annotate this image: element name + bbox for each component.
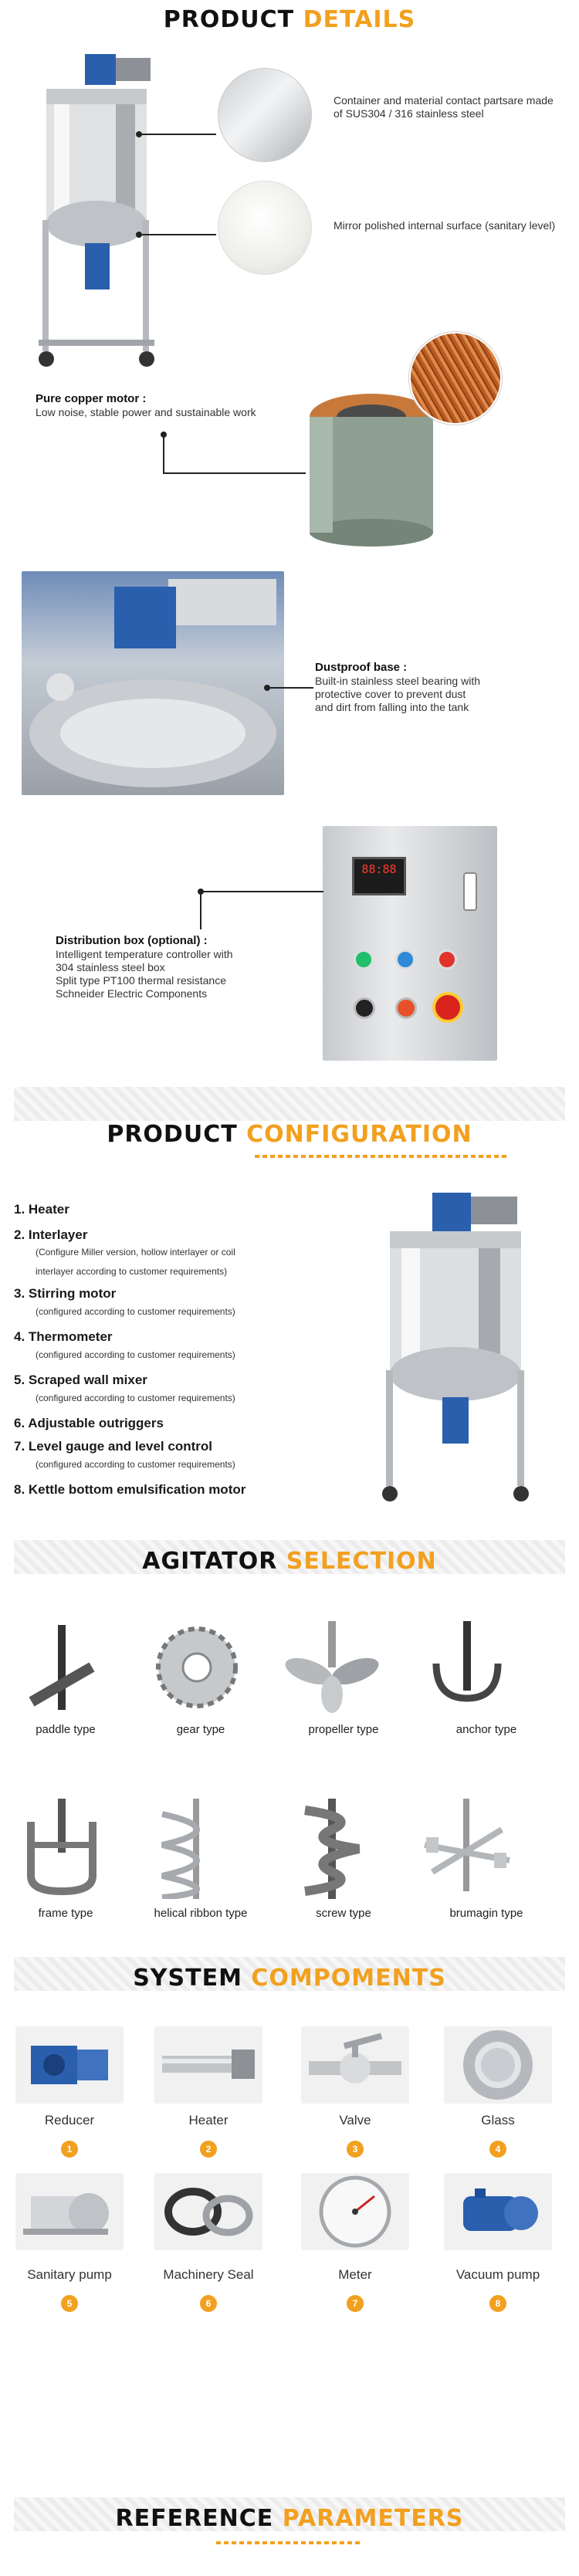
valve-image xyxy=(301,2026,409,2104)
reference-heading-dark: REFERENCE xyxy=(115,2505,274,2532)
config-sub-scraped-wall-mixer: (configured according to customer requirements) xyxy=(36,1393,235,1403)
agitator-label-brumagin: brumagin type xyxy=(449,1907,523,1920)
agitator-heading xyxy=(0,1548,579,1575)
temperature-controller xyxy=(352,857,406,895)
config-item-heater: 1. Heater xyxy=(14,1202,69,1217)
component-label-valve: Valve xyxy=(339,2113,371,2127)
component-label-reducer: Reducer xyxy=(44,2113,95,2127)
callout-line xyxy=(163,472,306,474)
emergency-stop-button-icon xyxy=(432,992,463,1023)
screw-agitator-image xyxy=(282,1799,382,1899)
config-item-scraped-wall-mixer: 5. Scraped wall mixer xyxy=(14,1373,147,1387)
base-caption-line-2: protective cover to prevent dust xyxy=(315,688,466,700)
config-sub-stirring-motor: (configured according to customer requirements) xyxy=(36,1306,235,1317)
copper-wire-closeup-image xyxy=(409,332,502,425)
configuration-heading xyxy=(0,1121,579,1148)
distribution-box-image xyxy=(323,826,497,1061)
box-caption-line-3: Split type PT100 thermal resistance xyxy=(56,974,226,987)
agitator-label-helical-ribbon: helical ribbon type xyxy=(154,1907,248,1920)
blue-indicator-light xyxy=(395,949,415,970)
config-sub-interlayer-2: interlayer according to customer requirements) xyxy=(36,1266,228,1277)
callout-line xyxy=(200,891,323,892)
red-indicator-light xyxy=(437,949,457,970)
component-number-8: 8 xyxy=(489,2295,506,2312)
sight-glass-image xyxy=(444,2026,552,2104)
reference-heading xyxy=(0,2505,579,2532)
propeller-agitator-image xyxy=(282,1621,382,1714)
component-number-6: 6 xyxy=(200,2295,217,2312)
components-heading xyxy=(0,1965,579,1992)
box-caption-line-1: Intelligent temperature controller with xyxy=(56,948,233,960)
config-sub-level-gauge: (configured according to customer requirements) xyxy=(36,1459,235,1470)
agitator-label-gear: gear type xyxy=(176,1723,225,1736)
vacuum-pump-image xyxy=(444,2173,552,2250)
brumagin-agitator-image xyxy=(417,1799,517,1899)
component-number-3: 3 xyxy=(347,2141,364,2158)
sanitary-pump-image xyxy=(15,2173,124,2250)
component-number-5: 5 xyxy=(61,2295,78,2312)
motor-title: Pure copper motor : xyxy=(36,392,147,405)
helical-ribbon-agitator-image xyxy=(147,1799,247,1899)
component-label-sanitary-pump: Sanitary pump xyxy=(27,2267,112,2282)
config-item-outriggers: 6. Adjustable outriggers xyxy=(14,1416,164,1430)
configuration-heading-accent: CONFIGURATION xyxy=(246,1121,472,1148)
config-item-thermometer: 4. Thermometer xyxy=(14,1329,113,1344)
reference-heading-accent: PARAMETERS xyxy=(282,2505,464,2532)
component-label-machinery-seal: Machinery Seal xyxy=(163,2267,254,2282)
details-heading-accent: DETAILS xyxy=(303,6,416,33)
box-title: Distribution box (optional) : xyxy=(56,934,208,947)
component-number-2: 2 xyxy=(200,2141,217,2158)
component-label-heater: Heater xyxy=(188,2113,229,2127)
green-indicator-light xyxy=(354,949,374,970)
door-latch xyxy=(463,872,477,911)
agitator-label-anchor: anchor type xyxy=(455,1723,517,1736)
start-button-icon xyxy=(395,997,417,1019)
agitator-heading-dark: AGITATOR xyxy=(142,1548,278,1575)
frame-agitator-image xyxy=(12,1799,112,1899)
configuration-band xyxy=(14,1087,565,1121)
config-sub-thermometer: (configured according to customer requirements) xyxy=(36,1349,235,1360)
stainless-steel-sample-image xyxy=(218,68,312,162)
component-label-vacuum-pump: Vacuum pump xyxy=(455,2267,540,2282)
heater-image xyxy=(154,2026,262,2104)
agitator-heading-accent: SELECTION xyxy=(286,1548,437,1575)
base-title: Dustproof base : xyxy=(315,661,408,674)
component-number-1: 1 xyxy=(61,2141,78,2158)
callout-dot xyxy=(264,685,270,691)
config-item-interlayer: 2. Interlayer xyxy=(14,1227,88,1242)
controller-display: 88:88 xyxy=(361,862,397,876)
base-caption-line-1: Built-in stainless steel bearing with xyxy=(315,675,480,687)
component-label-meter: Meter xyxy=(338,2267,372,2282)
selector-switch xyxy=(354,997,375,1019)
agitator-label-paddle: paddle type xyxy=(36,1723,96,1736)
gear-agitator-image xyxy=(147,1621,247,1714)
components-heading-accent: COMPOMENTS xyxy=(251,1965,446,1992)
callout-line xyxy=(139,134,216,135)
config-sub-interlayer: (Configure Miller version, hollow interlayer or coil xyxy=(36,1247,235,1258)
reducer-image xyxy=(15,2026,124,2104)
agitator-label-screw: screw type xyxy=(316,1907,371,1920)
config-item-level-gauge: 7. Level gauge and level control xyxy=(14,1439,212,1454)
anchor-agitator-image xyxy=(417,1621,517,1714)
details-heading xyxy=(0,6,579,33)
motor-caption: Low noise, stable power and sustainable work xyxy=(36,406,256,418)
component-number-4: 4 xyxy=(489,2141,506,2158)
base-caption-line-3: and dirt from falling into the tank xyxy=(315,701,469,713)
mirror-caption: Mirror polished internal surface (sanitary level) xyxy=(334,219,556,232)
callout-line xyxy=(139,234,216,235)
heading-underline xyxy=(255,1155,510,1158)
config-item-emulsification-motor: 8. Kettle bottom emulsification motor xyxy=(14,1482,246,1497)
heading-underline xyxy=(216,2541,363,2544)
configured-tank-image xyxy=(371,1181,540,1505)
agitator-label-propeller: propeller type xyxy=(308,1723,379,1736)
callout-line xyxy=(267,687,313,689)
mixing-tank-image xyxy=(31,46,162,371)
components-heading-dark: SYSTEM xyxy=(133,1965,242,1992)
agitator-label-frame: frame type xyxy=(38,1907,93,1920)
box-caption-line-4: Schneider Electric Components xyxy=(56,987,208,1000)
callout-line xyxy=(200,891,201,929)
callout-line xyxy=(163,434,164,472)
box-caption-line-2: 304 stainless steel box xyxy=(56,961,165,973)
component-number-7: 7 xyxy=(347,2295,364,2312)
paddle-agitator-image xyxy=(12,1621,112,1714)
config-item-stirring-motor: 3. Stirring motor xyxy=(14,1286,117,1301)
component-label-glass: Glass xyxy=(481,2113,515,2127)
machinery-seal-image xyxy=(154,2173,262,2250)
mirror-surface-image xyxy=(218,181,312,275)
container-caption: Container and material contact partsare made of SUS304 / 316 stainless steel xyxy=(334,94,554,120)
copper-motor-stator-image xyxy=(306,386,437,548)
configuration-heading-dark: PRODUCT xyxy=(107,1121,238,1148)
meter-image xyxy=(301,2173,409,2250)
details-heading-dark: PRODUCT xyxy=(163,6,295,33)
tank-lid-photo xyxy=(22,571,284,795)
